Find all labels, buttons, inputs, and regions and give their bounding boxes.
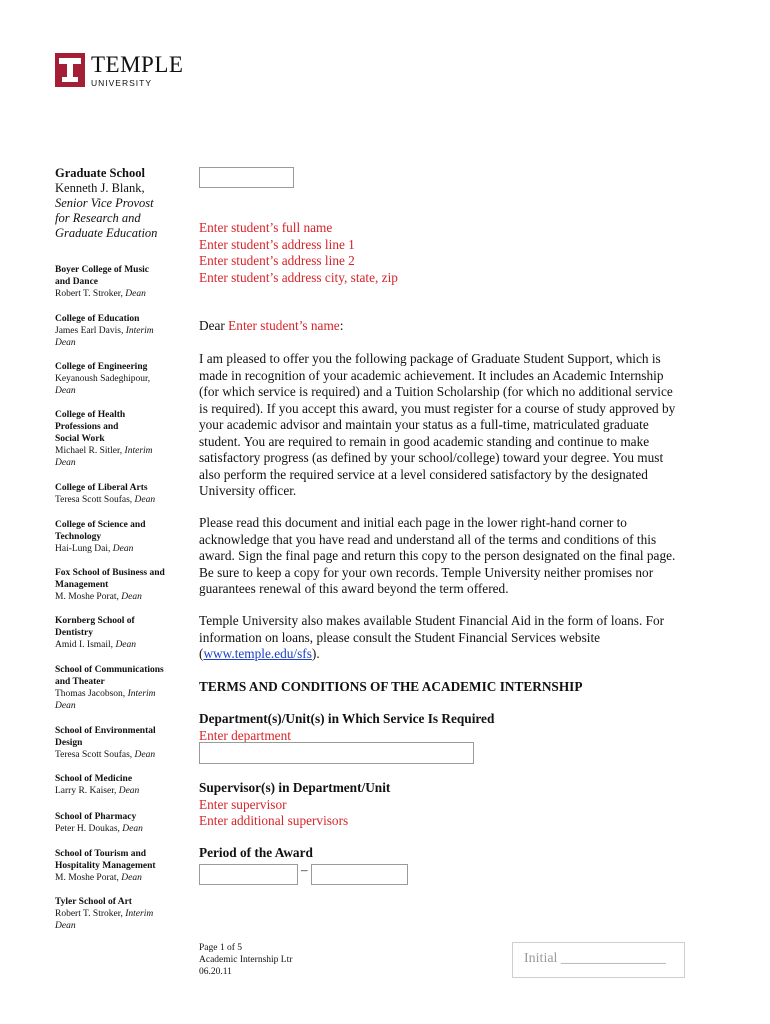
dean-name: Teresa Scott Soufas, bbox=[55, 495, 133, 505]
paragraph-financial-aid bbox=[199, 613, 679, 663]
officer-role-line: for Research and bbox=[55, 211, 141, 225]
graduate-school-title: Graduate School bbox=[55, 166, 145, 180]
department-label: Department(s)/Unit(s) in Which Service Is Required bbox=[199, 711, 495, 726]
dean-title: Interim Dean bbox=[55, 446, 153, 468]
initial-label: Initial _______________ bbox=[524, 951, 666, 966]
college-dean bbox=[55, 325, 173, 349]
college-name: Social Work bbox=[55, 434, 105, 444]
period-start-field[interactable] bbox=[199, 864, 298, 885]
financial-aid-end: ). bbox=[311, 646, 320, 661]
dean-title: Dean bbox=[134, 495, 156, 505]
dean-title: Dean bbox=[121, 873, 142, 883]
college-name: School of Pharmacy bbox=[55, 812, 137, 822]
college-dean bbox=[55, 373, 173, 397]
dean-title: Dean bbox=[125, 289, 146, 299]
college-entry bbox=[55, 519, 173, 555]
college-entry bbox=[55, 725, 173, 761]
paragraph-instructions: Please read this document and initial each page in the lower right-hand corner to acknowledge that you have read and understand all of the terms and conditions of this award. Sign the final page and return this copy to the person designated on the final page. Be sure to keep a copy for your own records. Temple University neither promises nor guarantees renewal of this award beyond the term offered. bbox=[199, 515, 676, 596]
dean-title: Dean bbox=[115, 640, 137, 650]
college-name: School of Medicine bbox=[55, 774, 133, 784]
college-dean bbox=[55, 639, 173, 651]
salutation-suffix: : bbox=[339, 318, 344, 333]
sidebar bbox=[55, 166, 173, 931]
college-dean bbox=[55, 908, 173, 932]
additional-supervisor-field[interactable]: Enter additional supervisors bbox=[199, 813, 349, 828]
college-entry bbox=[55, 264, 173, 300]
page-footer bbox=[199, 942, 292, 978]
dean-name: M. Moshe Porat, bbox=[55, 592, 119, 602]
paragraph-offer: I am pleased to offer you the following package of Graduate Student Support, which is made in recognition of your academic achievement. It includes an Academic Internship (for which service is required) and a Tuition Scholarship (for which no additional service is required). If you accept this award, you must register for a course of study approved by your academic advisor and maintain your status as a full-time, matriculated graduate student. You are required to remain in good academic standing and continue to make satisfactory progress (as defined by your school/college) toward your degree. You must also perform the required service at a level considered satisfactory by the designated University officer. bbox=[199, 351, 676, 498]
dean-name: Thomas Jacobson, bbox=[55, 689, 126, 699]
college-name: and Dance bbox=[55, 277, 99, 287]
college-dean bbox=[55, 288, 173, 300]
dean-name: Robert T. Stroker, bbox=[55, 289, 123, 299]
college-entry bbox=[55, 313, 173, 349]
college-dean bbox=[55, 543, 173, 555]
department-section bbox=[199, 711, 679, 744]
period-separator: – bbox=[301, 862, 308, 877]
student-name-field[interactable]: Enter student’s full name bbox=[199, 220, 333, 235]
college-name: School of Communications bbox=[55, 665, 164, 675]
college-dean bbox=[55, 823, 173, 835]
dean-title: Dean bbox=[134, 750, 156, 760]
dean-name: Teresa Scott Soufas, bbox=[55, 750, 133, 760]
address-block bbox=[199, 220, 679, 286]
salutation bbox=[199, 318, 679, 335]
college-name: College of Health bbox=[55, 410, 126, 420]
college-name: Kornberg School of bbox=[55, 616, 135, 626]
address-line1-field[interactable]: Enter student’s address line 1 bbox=[199, 236, 355, 252]
college-name: Hospitality Management bbox=[55, 861, 156, 871]
department-input-box[interactable] bbox=[199, 742, 474, 764]
logo-wordmark: TEMPLE bbox=[91, 52, 184, 77]
college-entry bbox=[55, 773, 173, 797]
dean-name: Peter H. Doukas, bbox=[55, 824, 120, 834]
page-number: Page 1 of 5 bbox=[199, 943, 243, 953]
graduate-school-officer: Kenneth J. Blank, bbox=[55, 181, 145, 195]
college-name: Professions and bbox=[55, 422, 119, 432]
college-name: Dentistry bbox=[55, 628, 93, 638]
college-entry bbox=[55, 409, 173, 469]
college-name: College of Education bbox=[55, 314, 140, 324]
terms-heading: TERMS AND CONDITIONS OF THE ACADEMIC INTERNSHIP bbox=[199, 679, 583, 694]
college-name: College of Engineering bbox=[55, 362, 148, 372]
supervisor-field[interactable]: Enter supervisor bbox=[199, 796, 287, 812]
department-field[interactable]: Enter department bbox=[199, 727, 291, 743]
college-name: Boyer College of Music bbox=[55, 265, 150, 275]
dean-name: Larry R. Kaiser, bbox=[55, 786, 117, 796]
dean-title: Dean bbox=[121, 592, 142, 602]
dean-title: Dean bbox=[112, 544, 134, 554]
dean-name: Keyanoush Sadeghipour, bbox=[55, 374, 151, 384]
college-name: Technology bbox=[55, 532, 102, 542]
dean-title: Dean bbox=[118, 786, 140, 796]
period-end-field[interactable] bbox=[311, 864, 408, 885]
dean-title: Interim Dean bbox=[55, 909, 154, 931]
college-entry bbox=[55, 664, 173, 712]
college-dean bbox=[55, 494, 173, 506]
college-dean bbox=[55, 591, 173, 603]
college-dean bbox=[55, 688, 173, 712]
salutation-name-field[interactable]: Enter student’s name bbox=[228, 318, 340, 333]
college-entry bbox=[55, 811, 173, 835]
college-name: College of Liberal Arts bbox=[55, 483, 148, 493]
officer-role-line: Senior Vice Provost bbox=[55, 196, 154, 210]
dean-title: Dean bbox=[122, 824, 143, 834]
initial-box[interactable] bbox=[512, 942, 685, 978]
sfs-website-link[interactable]: www.temple.edu/sfs bbox=[203, 646, 312, 661]
dean-name: James Earl Davis, bbox=[55, 326, 124, 336]
college-name: Design bbox=[55, 738, 83, 748]
document-name: Academic Internship Ltr bbox=[199, 955, 293, 965]
college-name: College of Science and bbox=[55, 520, 146, 530]
college-name: Tyler School of Art bbox=[55, 897, 132, 907]
college-entry bbox=[55, 482, 173, 506]
college-name: Fox School of Business and bbox=[55, 568, 165, 578]
address-city-field[interactable]: Enter student’s address city, state, zip bbox=[199, 269, 398, 285]
dean-name: Hai-Lung Dai, bbox=[55, 544, 111, 554]
college-name: School of Tourism and bbox=[55, 849, 147, 859]
college-entry bbox=[55, 848, 173, 884]
document-date: 06.20.11 bbox=[199, 967, 232, 977]
college-dean bbox=[55, 872, 173, 884]
temple-logo bbox=[55, 53, 183, 88]
dean-name: Michael R. Sitler, bbox=[55, 446, 123, 456]
college-dean bbox=[55, 445, 173, 469]
college-entry bbox=[55, 896, 173, 932]
dean-title: Dean bbox=[55, 386, 76, 396]
top-text-field[interactable] bbox=[199, 167, 294, 188]
officer-role-line: Graduate Education bbox=[55, 226, 158, 240]
dean-title: Interim Dean bbox=[55, 689, 156, 711]
dean-name: M. Moshe Porat, bbox=[55, 873, 119, 883]
dean-title: Interim Dean bbox=[55, 326, 154, 348]
period-label: Period of the Award bbox=[199, 845, 313, 860]
supervisor-section bbox=[199, 780, 679, 830]
college-name: and Theater bbox=[55, 677, 105, 687]
financial-aid-text: Temple University also makes available Student Financial Aid in the form of loans. For information on loans, please consult the Student Financial Services website ( bbox=[199, 613, 665, 661]
dean-name: Amid I. Ismail, bbox=[55, 640, 114, 650]
college-name: School of Environmental bbox=[55, 726, 156, 736]
supervisor-label: Supervisor(s) in Department/Unit bbox=[199, 780, 391, 795]
college-dean bbox=[55, 785, 173, 797]
address-line2-field[interactable]: Enter student’s address line 2 bbox=[199, 253, 355, 268]
logo-subtitle: UNIVERSITY bbox=[91, 78, 153, 88]
temple-t-icon bbox=[55, 53, 85, 87]
dean-name: Robert T. Stroker, bbox=[55, 909, 123, 919]
college-name: Management bbox=[55, 580, 109, 590]
college-entry bbox=[55, 567, 173, 603]
college-dean bbox=[55, 749, 173, 761]
college-entry bbox=[55, 615, 173, 651]
college-entry bbox=[55, 361, 173, 397]
salutation-prefix: Dear bbox=[199, 318, 229, 333]
